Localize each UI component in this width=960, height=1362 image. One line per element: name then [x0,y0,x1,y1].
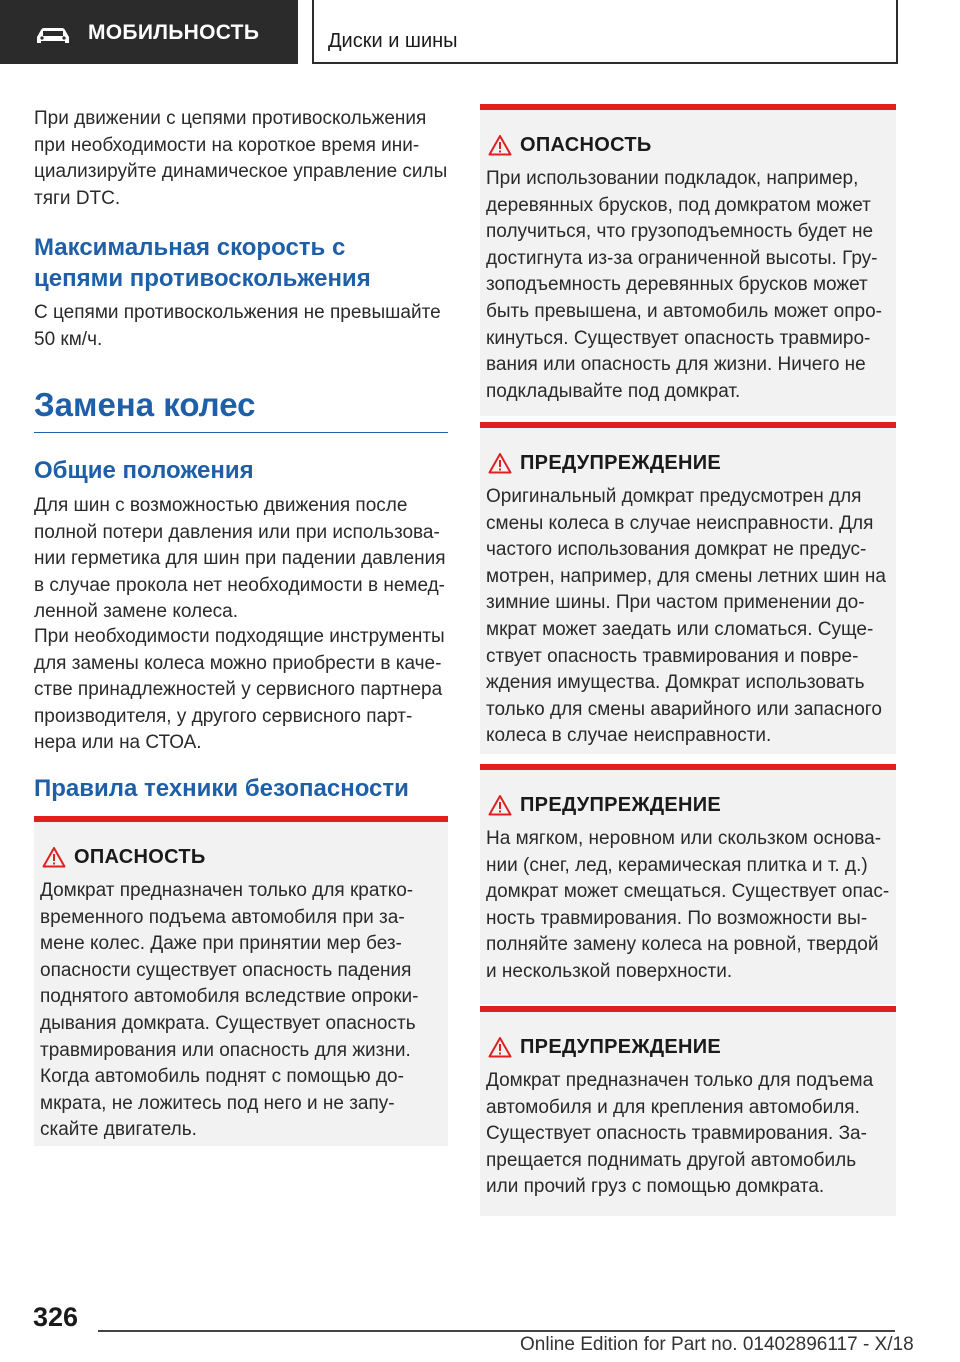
warning-title: ОПАСНОСТЬ [74,846,206,868]
page-title: Замена колес [34,386,256,423]
warning-text: Оригинальный домкрат предусмотрен для смены колеса в случае неисправности. Для частого использования домкрат не предус-мотрен, например, для смены летних шин на зимние шины. При частом применении до-мкрат может заедать или сломаться. Суще-ствует опасность травмирования и повре-ждения имущества. Домкрат использовать только для смены аварийного или запасного колеса в случае неисправности. [486,486,886,747]
warning-title: ПРЕДУПРЕЖДЕНИЕ [520,452,722,474]
page-number: 326 [33,1302,79,1332]
warning-text: Домкрат предназначен только для кратко-временного подъема автомобиля при за-мене колес. Даже при принятии мер без-опасности существует опасность падения поднятого автомобиля вследствие опроки-дывания домкрата. Существует опасность травмирования или опасность для жизни. Когда автомобиль поднят с помощью до-мкрата, не ложитесь под него и не запу-скайте двигатель. [40,880,419,1141]
danger-box [480,104,896,416]
warning-triangle-icon [488,1036,512,1058]
danger-box [34,816,448,1146]
caution-box [480,422,896,754]
warning-text: При использовании подкладок, например, деревянных брусков, под домкратом может получиться, что грузоподъемность будет не достигнута из-за ограниченной высоты. Гру-зоподъемность деревянных брусков может быть превышена, и автомобиль может опро-кинуться. Существует опасность травмиро-вания или опасность для жизни. Ничего не подкладывайте под домкрат. [486,168,882,402]
caution-box [480,764,896,1004]
wheel-change-section [34,386,448,433]
warning-triangle-icon [488,134,512,156]
warning-triangle-icon [488,794,512,816]
section-title: МОБИЛЬНОСТЬ [88,21,260,44]
chapter-header [312,0,898,64]
warning-title: ПРЕДУПРЕЖДЕНИЕ [520,1036,722,1058]
warning-title: ПРЕДУПРЕЖДЕНИЕ [520,794,722,816]
warning-title: ОПАСНОСТЬ [520,134,652,156]
warning-triangle-icon [42,846,66,868]
edition-note: Online Edition for Part no. 01402896117 - X/18 [520,1334,914,1355]
chapter-title: Диски и шины [328,30,458,52]
safety-heading: Правила техники безопасности [34,775,409,802]
speed-paragraph: С цепями противоскольжения не превышайте 50 км/ч. [34,302,441,350]
warning-triangle-icon [488,452,512,474]
car-icon [34,26,72,46]
intro-paragraph: При движении с цепями противоскольжения при необходимости на короткое время ини-циализируйте динамическое управление силы тяги DTC. [34,108,448,209]
caution-box [480,1006,896,1216]
section-tab[interactable] [0,0,298,64]
general-paragraph-1: Для шин с возможностью движения после полной потери давления или при использова-нии герметика для шин при падении давления в случае прокола нет необходимости в немед-ленной замене колеса. [34,495,446,623]
speed-heading: Максимальная скорость с цепями противоскольжения [34,234,371,292]
general-paragraph-2: При необходимости подходящие инструменты для замены колеса можно приобрести в каче-стве принадлежностей у сервисного партнера производителя, у другого сервисного парт-нера или на СТОА. [34,626,445,754]
heading-divider [34,432,448,433]
general-heading: Общие положения [34,457,254,484]
warning-text: Домкрат предназначен только для подъема автомобиля и для крепления автомобиля. Существует опасность травмирования. За-прещается поднимать другой автомобиль или прочий груз с помощью домкрата. [486,1070,874,1198]
warning-text: На мягком, неровном или скользком основа-нии (снег, лед, керамическая плитка и т. д.) домкрат может смещаться. Существует опас-ность травмирования. По возможности вы-полняйте замену колеса на ровной, твердой и нескользкой поверхности. [486,828,890,982]
footer-divider [98,1330,895,1332]
